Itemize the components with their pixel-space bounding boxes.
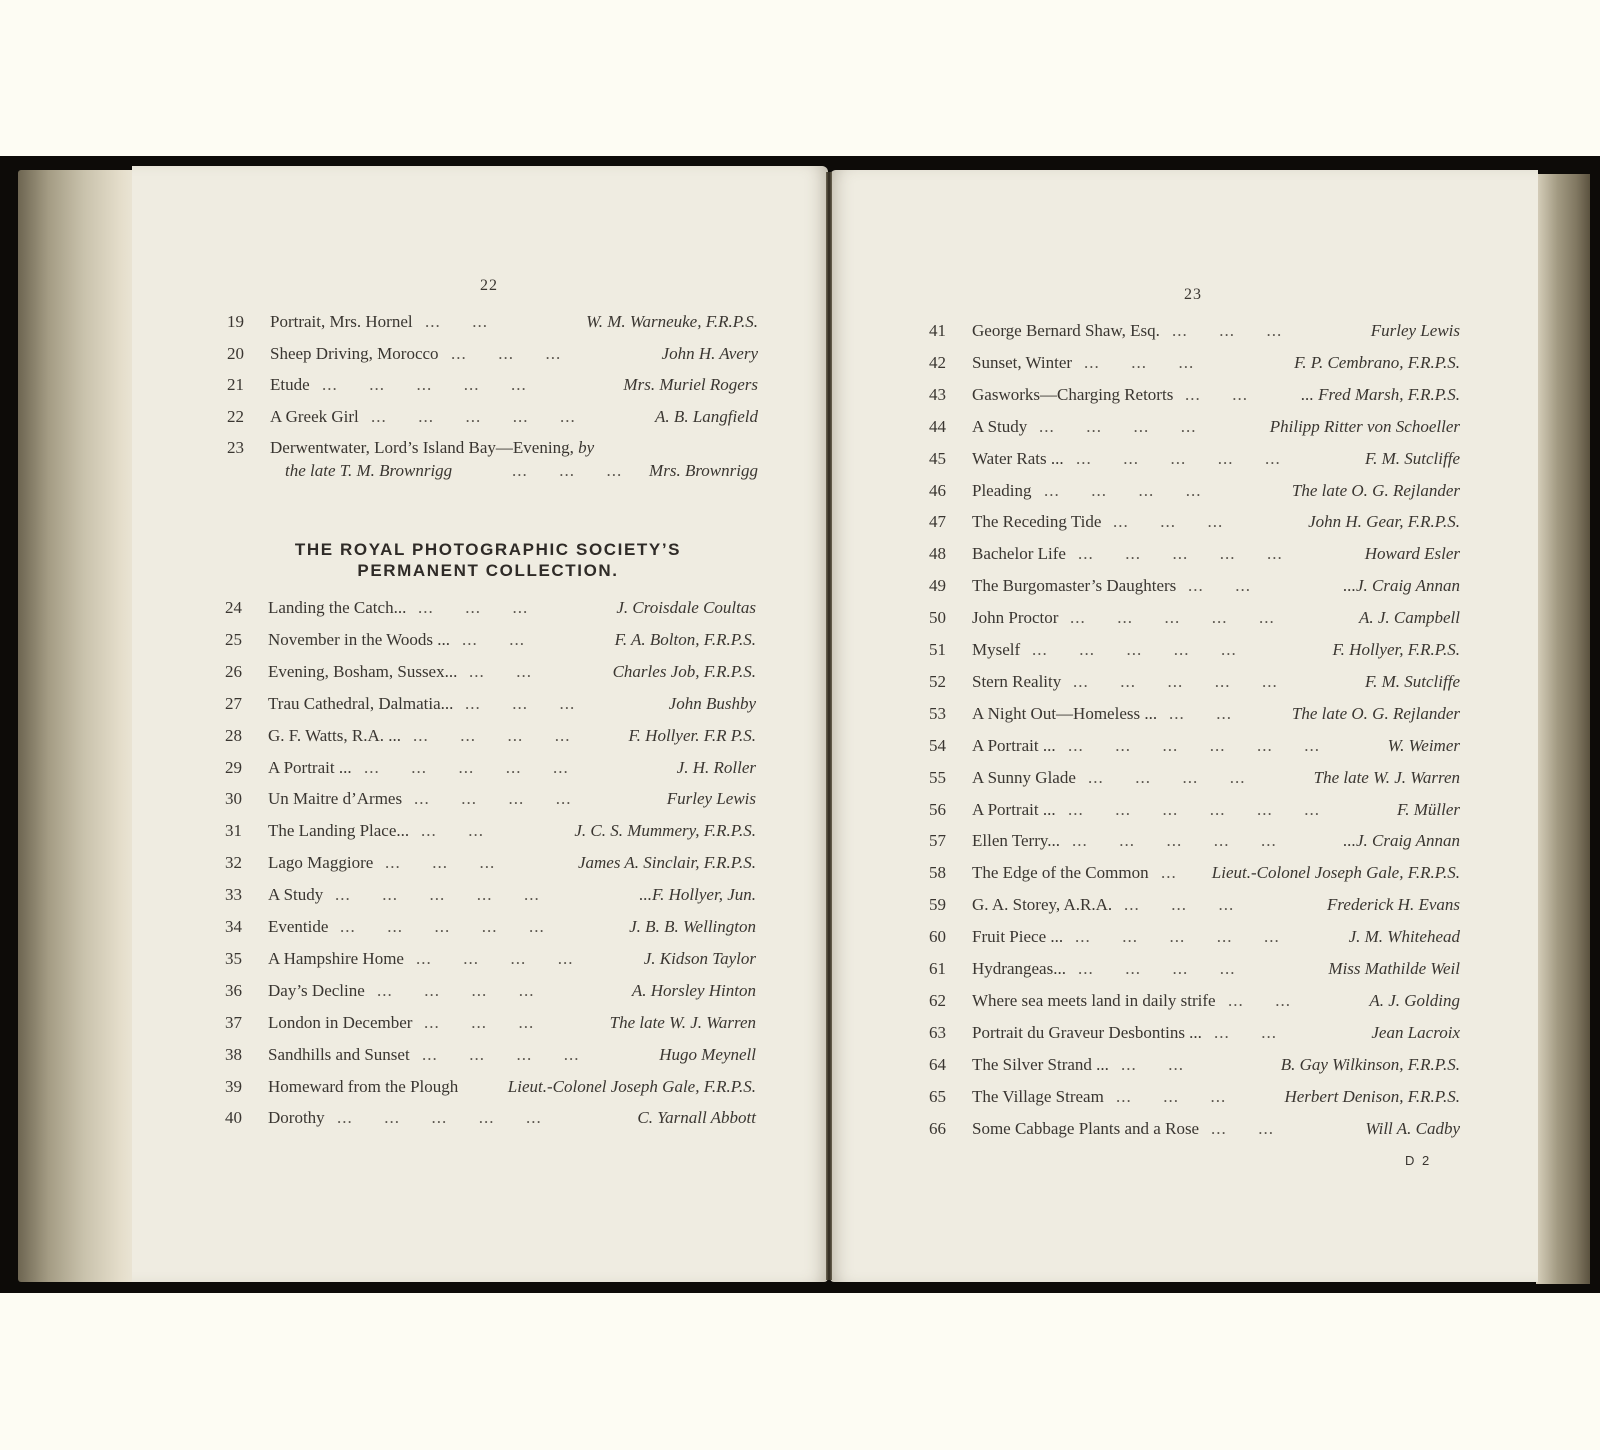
entry-title: Dorothy <box>268 1108 325 1128</box>
entry-author: J. H. Roller <box>676 757 756 777</box>
entry-title: The Silver Strand ... <box>972 1054 1109 1074</box>
left-page-stack <box>18 170 138 1282</box>
catalogue-entry <box>218 312 758 342</box>
entry-number: 51 <box>929 640 946 659</box>
entry-number: 36 <box>225 980 242 1000</box>
entry-number: 21 <box>227 375 244 394</box>
catalogue-entry <box>920 1023 1460 1053</box>
catalogue-entry <box>216 662 756 692</box>
entry-author: F. M. Sutcliffe <box>1364 448 1460 468</box>
catalogue-entry <box>216 1045 756 1075</box>
entry-title: November in the Woods ... <box>268 629 450 649</box>
entry-number: 23 <box>227 438 244 457</box>
entry-title <box>270 438 594 458</box>
leader-dots: ... ... ... ... ... <box>371 406 576 426</box>
leader-dots: ... ... ... ... ... <box>1070 608 1275 628</box>
entry-author: B. Gay Wilkinson, F.R.P.S. <box>1280 1054 1460 1074</box>
entry-title: Portrait, Mrs. Hornel <box>270 312 413 331</box>
entry-title: A Portrait ... <box>268 757 352 777</box>
entry-title: Sandhills and Sunset <box>268 1044 410 1064</box>
leader-dots: ... ... ... <box>465 693 576 713</box>
entry-author: The late O. G. Rejlander <box>1291 480 1460 500</box>
page-number-right: 23 <box>1184 286 1202 303</box>
entry-number: 61 <box>929 959 946 978</box>
entry-title: A Study <box>268 885 324 905</box>
catalogue-entry <box>920 800 1460 830</box>
entry-title: Fruit Piece ... <box>972 927 1064 947</box>
entry-author: ...F. Hollyer, Jun. <box>639 885 756 905</box>
entry-number: 40 <box>225 1108 242 1128</box>
entry-number: 31 <box>225 821 242 841</box>
entry-author: W. M. Warneuke, F.R.P.S. <box>586 312 758 331</box>
catalogue-entry <box>920 353 1460 383</box>
entry-number: 46 <box>929 480 946 500</box>
entry-author: F. Hollyer. F.R P.S. <box>628 725 756 745</box>
catalogue-entry <box>216 694 756 724</box>
entry-title: Hydrangeas... <box>972 959 1066 978</box>
entry-number: 60 <box>929 927 946 947</box>
leader-dots: ... ... ... ... <box>416 948 574 968</box>
collection-heading-line2: PERMANENT COLLECTION. <box>357 561 619 580</box>
entry-title: A Portrait ... <box>972 735 1056 755</box>
leader-dots: ... ... ... <box>385 853 496 873</box>
entry-author: The late W. J. Warren <box>609 1012 756 1032</box>
entry-title: G. F. Watts, R.A. ... <box>268 725 401 745</box>
leader-dots: ... ... ... ... ... <box>364 757 569 777</box>
leader-dots: ... ... ... ... <box>413 725 571 745</box>
leader-dots: ... ... ... ... ... ... <box>1068 735 1320 755</box>
catalogue-entry <box>920 736 1460 766</box>
entry-title: A Study <box>972 416 1028 436</box>
entry-number: 34 <box>225 917 242 936</box>
entry-number: 30 <box>225 789 242 809</box>
catalogue-entry <box>920 831 1460 861</box>
entry-author: J. M. Whitehead <box>1348 927 1460 947</box>
entry-author: Will A. Cadby <box>1365 1118 1460 1138</box>
leader-dots: ... ... <box>425 312 488 331</box>
collection-heading-line1: THE ROYAL PHOTOGRAPHIC SOCIETY’S <box>294 540 682 559</box>
leader-dots: ... ... ... <box>1113 512 1224 532</box>
entry-author: Charles Job, F.R.P.S. <box>612 661 756 681</box>
entry-number: 20 <box>227 343 244 363</box>
entry-number: 63 <box>929 1022 946 1042</box>
leader-dots: ... ... <box>1228 990 1291 1010</box>
leader-dots: ... <box>1161 863 1177 883</box>
entry-number: 38 <box>225 1044 242 1064</box>
entry-number: 56 <box>929 799 946 819</box>
entry-title: Sheep Driving, Morocco <box>270 343 439 363</box>
entry-title: Lago Maggiore <box>268 853 374 873</box>
catalogue-entry <box>216 1013 756 1043</box>
entry-number: 47 <box>929 512 946 532</box>
leader-dots: ... ... <box>1169 703 1232 723</box>
entry-number: 50 <box>929 608 946 628</box>
leader-dots: ... ... <box>462 629 525 649</box>
leader-dots: ... ... ... ... ... <box>337 1108 542 1128</box>
entry-title: Water Rats ... <box>972 448 1064 468</box>
entry-author: ...J. Craig Annan <box>1343 831 1460 851</box>
entry-number: 24 <box>225 598 242 617</box>
leader-dots: ... ... ... <box>1116 1086 1227 1106</box>
catalogue-entry <box>920 385 1460 415</box>
entry-author: A. J. Golding <box>1369 990 1460 1010</box>
entry-title: Stern Reality <box>972 671 1062 691</box>
entry-title: Eventide <box>268 917 329 936</box>
entry-title: Myself <box>972 640 1021 659</box>
entry-number: 29 <box>225 757 242 777</box>
entry-title: London in December <box>268 1012 413 1032</box>
catalogue-entry <box>920 321 1460 351</box>
entry-author: F. Hollyer, F.R.P.S. <box>1332 640 1460 659</box>
leader-dots: ... ... ... ... <box>1088 767 1246 787</box>
entry-title: Homeward from the Plough <box>268 1076 459 1096</box>
page-number-left: 22 <box>480 277 498 294</box>
entry-title: A Night Out—Homeless ... <box>972 703 1158 723</box>
catalogue-entry <box>216 726 756 756</box>
entry-title: Pleading <box>972 480 1032 500</box>
catalogue-entry <box>216 1077 756 1107</box>
entry-title: A Portrait ... <box>972 799 1056 819</box>
entry-title: The Edge of the Common <box>972 863 1149 883</box>
entry-title: A Sunny Glade <box>972 767 1076 787</box>
leader-dots: ... ... ... ... ... <box>340 917 545 936</box>
entry-number: 45 <box>929 448 946 468</box>
entry-number: 65 <box>929 1086 946 1106</box>
leader-dots: ... ... ... ... ... <box>1076 448 1281 468</box>
entry-title: Day’s Decline <box>268 980 365 1000</box>
catalogue-entry <box>920 959 1460 989</box>
leader-dots: ... ... ... ... <box>1078 959 1236 978</box>
catalogue-entry <box>920 481 1460 511</box>
entry-number: 48 <box>929 544 946 564</box>
entry-author: The late W. J. Warren <box>1313 767 1460 787</box>
leader-dots: ... ... ... <box>1172 321 1283 340</box>
entry-title: Sunset, Winter <box>972 352 1073 372</box>
leader-dots: ... ... ... ... <box>1044 480 1202 500</box>
entry-number: 49 <box>929 576 946 596</box>
entry-author: John H. Gear, F.R.P.S. <box>1308 512 1460 532</box>
catalogue-entry <box>216 949 756 979</box>
catalogue-entry <box>920 1087 1460 1117</box>
entry-author: Miss Mathilde Weil <box>1328 959 1460 978</box>
entry-author: Furley Lewis <box>1370 321 1460 340</box>
entry-author: A. J. Campbell <box>1358 608 1460 628</box>
entry-author: John Bushby <box>668 693 756 713</box>
catalogue-entry <box>216 598 756 628</box>
entry-title: Trau Cathedral, Dalmatia... <box>268 693 454 713</box>
catalogue-entry <box>216 789 756 819</box>
entry-author: ...J. Craig Annan <box>1343 576 1460 596</box>
entry-author: W. Weimer <box>1387 735 1460 755</box>
leader-dots: ... ... ... ... <box>414 789 572 809</box>
entry-title: A Hampshire Home <box>268 948 404 968</box>
leader-dots: ... ... ... <box>1084 352 1195 372</box>
entry-number: 52 <box>929 671 946 691</box>
entry-title: Bachelor Life <box>972 544 1066 564</box>
leader-dots: ... ... ... ... ... <box>1078 544 1283 564</box>
entry-number: 44 <box>929 416 946 436</box>
leader-dots: ... ... <box>469 661 532 681</box>
catalogue-entry <box>920 608 1460 638</box>
entry-title: Gasworks—Charging Retorts <box>972 384 1174 404</box>
leader-dots: ... ... ... <box>424 1012 535 1032</box>
entry-author: J. C. S. Mummery, F.R.P.S. <box>574 821 756 841</box>
catalogue-entry <box>218 375 758 405</box>
leader-dots: ... ... <box>1185 384 1248 404</box>
entry-author: Furley Lewis <box>666 789 756 809</box>
entry-by: by <box>578 438 595 457</box>
entry-title: Evening, Bosham, Sussex... <box>268 661 458 681</box>
leader-dots: ... ... <box>1211 1118 1274 1138</box>
entry-number: 55 <box>929 767 946 787</box>
entry-title: Ellen Terry... <box>972 831 1061 851</box>
entry-number: 42 <box>929 352 946 372</box>
entry-author: Lieut.-Colonel Joseph Gale, F.R.P.S. <box>1211 863 1460 883</box>
entry-number: 35 <box>225 948 242 968</box>
leader-dots: ... ... <box>1214 1022 1277 1042</box>
entry-title: G. A. Storey, A.R.A. <box>972 895 1113 915</box>
leader-dots: ... ... ... ... ... <box>1073 671 1278 691</box>
book-gutter <box>826 172 832 1280</box>
entry-author: Mrs. Muriel Rogers <box>623 375 758 394</box>
entry-title: Landing the Catch... <box>268 598 407 617</box>
entry-title: The Village Stream <box>972 1086 1104 1106</box>
entry-author: C. Yarnall Abbott <box>637 1108 756 1128</box>
entry-number: 53 <box>929 703 946 723</box>
entry-number: 37 <box>225 1012 242 1032</box>
entry-author: ... Fred Marsh, F.R.P.S. <box>1301 384 1460 404</box>
catalogue-entry <box>920 576 1460 606</box>
catalogue-entry <box>920 544 1460 574</box>
catalogue-entry <box>920 512 1460 542</box>
entry-number: 54 <box>929 735 946 755</box>
entry-title-line2-text: the late T. M. Brownrigg <box>285 461 453 480</box>
catalogue-entry <box>218 407 758 437</box>
catalogue-entry <box>218 344 758 374</box>
catalogue-entry <box>216 981 756 1011</box>
catalogue-entry <box>920 417 1460 447</box>
entry-title-line1: Derwentwater, Lord’s Island Bay—Evening, <box>270 438 574 457</box>
entry-author: Herbert Denison, F.R.P.S. <box>1284 1086 1460 1106</box>
entry-number: 58 <box>929 863 946 883</box>
leader-dots: ... ... ... ... <box>1039 416 1197 436</box>
catalogue-entry <box>216 885 756 915</box>
catalogue-entry <box>920 640 1460 670</box>
leader-dots: ... ... ... <box>451 343 562 363</box>
entry-number: 57 <box>929 831 946 851</box>
entry-title: A Greek Girl <box>270 406 359 426</box>
entry-title: George Bernard Shaw, Esq. <box>972 321 1160 340</box>
catalogue-entry <box>920 449 1460 479</box>
entry-title: John Proctor <box>972 608 1059 628</box>
entry-number: 33 <box>225 885 242 905</box>
entry-number: 22 <box>227 406 244 426</box>
leader-dots: ... ... ... ... ... <box>1075 927 1280 947</box>
entry-author: J. Croisdale Coultas <box>616 598 756 617</box>
leader-dots: ... ... <box>421 821 484 841</box>
leader-dots: ... ... ... ... ... <box>1072 831 1277 851</box>
signature-mark: D 2 <box>1405 1153 1432 1168</box>
entry-number: 39 <box>225 1076 242 1096</box>
catalogue-entry <box>216 758 756 788</box>
entry-number: 62 <box>929 990 946 1010</box>
entry-author: F. A. Bolton, F.R.P.S. <box>614 629 756 649</box>
entry-number: 64 <box>929 1054 946 1074</box>
leader-dots: ... ... <box>1188 576 1251 596</box>
entry-title-line2 <box>285 461 452 481</box>
entry-author: F. M. Sutcliffe <box>1364 671 1460 691</box>
catalogue-entry <box>920 768 1460 798</box>
catalogue-entry <box>216 630 756 660</box>
right-page-stack <box>1536 174 1590 1284</box>
entry-author: James A. Sinclair, F.R.P.S. <box>577 853 756 873</box>
leader-dots: ... ... ... ... ... <box>1032 640 1237 659</box>
entry-author: Frederick H. Evans <box>1327 895 1460 915</box>
entry-author: John H. Avery <box>661 343 758 363</box>
catalogue-entry <box>920 704 1460 734</box>
leader-dots: ... ... ... <box>418 598 529 617</box>
entry-number: 32 <box>225 853 242 873</box>
entry-author: J. B. B. Wellington <box>629 917 756 936</box>
catalogue-entry <box>920 895 1460 925</box>
leader-dots: ... ... ... ... <box>422 1044 580 1064</box>
entry-author: A. Horsley Hinton <box>631 980 756 1000</box>
entry-title: Where sea meets land in daily strife <box>972 990 1216 1010</box>
entry-title: Some Cabbage Plants and a Rose <box>972 1118 1200 1138</box>
entry-author: Lieut.-Colonel Joseph Gale, F.R.P.S. <box>507 1076 756 1096</box>
catalogue-entry <box>920 927 1460 957</box>
entry-number: 59 <box>929 895 946 915</box>
leader-dots: ... ... ... ... <box>377 980 535 1000</box>
entry-title: Un Maitre d’Armes <box>268 789 403 809</box>
catalogue-entry <box>920 863 1460 893</box>
entry-author <box>649 461 758 481</box>
entry-author: Philipp Ritter von Schoeller <box>1269 416 1460 436</box>
catalogue-entry <box>216 917 756 947</box>
catalogue-entry <box>216 1108 756 1138</box>
entry-title: The Landing Place... <box>268 821 410 841</box>
entry-author-text: Mrs. Brownrigg <box>649 461 758 480</box>
entry-author: A. B. Langfield <box>655 406 758 426</box>
entry-number: 27 <box>225 693 242 713</box>
catalogue-entry <box>920 1055 1460 1085</box>
entry-number: 66 <box>929 1118 946 1138</box>
entry-title: The Receding Tide <box>972 512 1102 532</box>
entry-author: Howard Esler <box>1364 544 1460 564</box>
entry-title: Etude <box>270 375 310 394</box>
catalogue-entry <box>216 853 756 883</box>
leader-dots: ... ... ... ... ... ... <box>1068 799 1320 819</box>
leader-dots: ... ... ... ... ... <box>335 885 540 905</box>
entry-number: 19 <box>227 312 244 331</box>
entry-title: The Burgomaster’s Daughters <box>972 576 1177 596</box>
leader-dots: ... ... ... <box>512 461 623 480</box>
entry-author: F. P. Cembrano, F.R.P.S. <box>1294 352 1460 372</box>
catalogue-entry <box>920 991 1460 1021</box>
entry-title: Portrait du Graveur Desbontins ... <box>972 1022 1202 1042</box>
leader-dots: ... ... ... <box>1124 895 1235 915</box>
leader-dots: ... ... <box>1121 1054 1184 1074</box>
entry-author: The late O. G. Rejlander <box>1291 703 1460 723</box>
entry-number: 41 <box>929 321 946 340</box>
entry-number: 43 <box>929 384 946 404</box>
leader-dots: ... ... ... ... ... <box>322 375 527 394</box>
entry-number: 28 <box>225 725 242 745</box>
catalogue-entry <box>920 1119 1460 1149</box>
catalogue-entry <box>920 672 1460 702</box>
entry-author: Hugo Meynell <box>659 1044 756 1064</box>
entry-number: 26 <box>225 661 242 681</box>
catalogue-entry <box>216 821 756 851</box>
entry-author: Jean Lacroix <box>1371 1022 1460 1042</box>
entry-author: F. Müller <box>1397 799 1460 819</box>
entry-number: 25 <box>225 629 242 649</box>
entry-author: J. Kidson Taylor <box>643 948 756 968</box>
